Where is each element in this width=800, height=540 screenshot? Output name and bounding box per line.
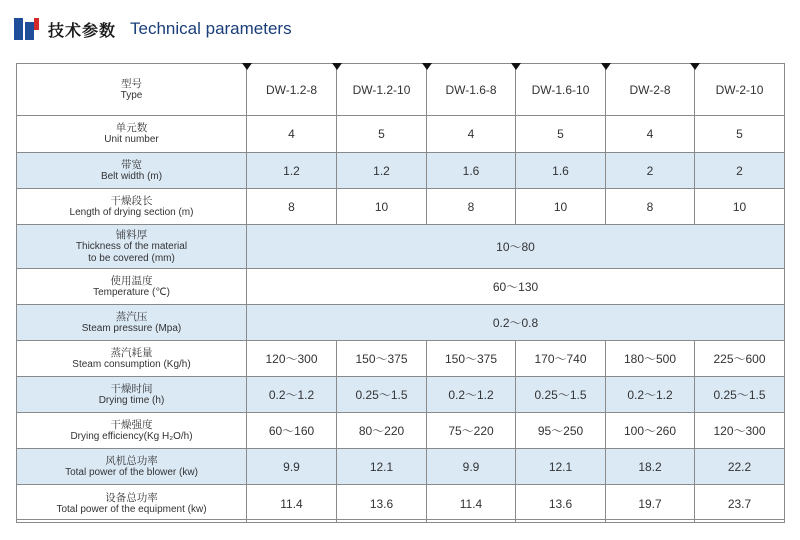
- row-label-cn: 蒸汽耗量: [110, 346, 153, 359]
- row-label-cn: 带宽: [121, 158, 142, 171]
- model-column-header: [516, 64, 606, 116]
- value-cell: 9.9: [247, 449, 337, 485]
- row-label-cn: 蒸汽压: [115, 310, 148, 323]
- model-name: DW-1.2-10: [352, 82, 411, 97]
- value-cell: 12.1: [337, 449, 427, 485]
- row-label-en: Steam pressure (Mpa): [81, 322, 182, 334]
- table-row: [17, 485, 785, 523]
- value-cell: 80～220: [337, 413, 427, 449]
- model-column-header: [606, 64, 695, 116]
- value-cell: 23.7: [695, 485, 785, 523]
- triangle-marker-icon: [242, 63, 252, 70]
- row-label-en: Steam consumption (Kg/h): [72, 358, 191, 370]
- value-cell: 95～250: [516, 413, 606, 449]
- value-cell: 75～220: [427, 413, 516, 449]
- row-label: [17, 413, 247, 449]
- value-cell: 1.6: [516, 153, 606, 189]
- spanning-value-cell: 0.2～0.8: [247, 305, 785, 341]
- row-label-cn: 风机总功率: [105, 454, 158, 467]
- table-row: [17, 449, 785, 485]
- value-cell: 18.2: [606, 449, 695, 485]
- value-cell: 2: [695, 153, 785, 189]
- row-label-en: Belt width (m): [100, 170, 163, 182]
- triangle-marker-icon: [422, 63, 432, 70]
- value-cell: 225～600: [695, 341, 785, 377]
- triangle-marker-icon: [690, 63, 700, 70]
- row-label-cn: 单元数: [115, 122, 148, 134]
- value-cell: 0.2～1.2: [606, 377, 695, 413]
- row-label-cn: 铺料厚: [115, 228, 148, 241]
- model-column-header: [427, 64, 516, 116]
- row-label: [17, 485, 247, 523]
- value-cell: 120～300: [695, 413, 785, 449]
- value-cell: 150～375: [427, 341, 516, 377]
- spanning-value-cell: 60～130: [247, 269, 785, 305]
- value-cell: 2: [606, 153, 695, 189]
- value-cell: 19.7: [606, 485, 695, 523]
- row-label-cn: 使用温度: [110, 274, 153, 287]
- triangle-marker-icon: [601, 63, 611, 70]
- value-cell: 0.2～1.2: [427, 377, 516, 413]
- row-label-en: Unit number: [104, 134, 159, 145]
- value-cell: 10: [695, 189, 785, 225]
- table-row: [17, 153, 785, 189]
- value-cell: 13.6: [337, 485, 427, 523]
- row-label: [17, 305, 247, 341]
- row-label: [17, 341, 247, 377]
- value-cell: 4: [247, 116, 337, 153]
- table-row: [17, 189, 785, 225]
- row-label: [17, 449, 247, 485]
- model-column-header: [337, 64, 427, 116]
- model-name: DW-1.2-8: [265, 82, 318, 97]
- table-bottom-rule: [16, 519, 784, 520]
- table-row: [17, 225, 785, 269]
- row-label-en: Drying efficiency(Kg H₂O/h): [70, 430, 193, 442]
- model-name: DW-1.6-8: [445, 82, 497, 97]
- table-row: [17, 269, 785, 305]
- row-label-cn: 干燥时间: [110, 382, 153, 395]
- row-label-en: Total power of the equipment (kw): [56, 503, 207, 515]
- row-label: [17, 377, 247, 413]
- model-name: DW-2-10: [715, 82, 764, 97]
- value-cell: 0.2～1.2: [247, 377, 337, 413]
- table-row: [17, 341, 785, 377]
- title-english: Technical parameters: [130, 19, 292, 38]
- value-cell: 100～260: [606, 413, 695, 449]
- row-label-cn: 型号: [121, 77, 142, 90]
- value-cell: 8: [427, 189, 516, 225]
- page-header: [14, 14, 292, 44]
- value-cell: 0.25～1.5: [516, 377, 606, 413]
- value-cell: 1.2: [247, 153, 337, 189]
- value-cell: 4: [427, 116, 516, 153]
- row-label-en: Drying time (h): [98, 394, 165, 406]
- row-label-en: Type: [120, 89, 143, 101]
- value-cell: 10: [516, 189, 606, 225]
- value-cell: 150～375: [337, 341, 427, 377]
- value-cell: 120～300: [247, 341, 337, 377]
- row-label-en-line2: to be covered (mm): [88, 252, 175, 264]
- value-cell: 13.6: [516, 485, 606, 523]
- value-cell: 0.25～1.5: [695, 377, 785, 413]
- row-label: [17, 116, 247, 153]
- model-name: DW-1.6-10: [531, 82, 590, 97]
- value-cell: 180～500: [606, 341, 695, 377]
- row-label-en: Length of drying section (m): [69, 206, 194, 218]
- row-label: [17, 64, 247, 116]
- value-cell: 11.4: [427, 485, 516, 523]
- value-cell: 9.9: [427, 449, 516, 485]
- value-cell: 8: [606, 189, 695, 225]
- table-row: [17, 377, 785, 413]
- value-cell: 5: [695, 116, 785, 153]
- row-label-cn: 干燥段长: [110, 194, 153, 207]
- row-label-en: Thickness of the material: [75, 240, 188, 252]
- value-cell: 5: [337, 116, 427, 153]
- triangle-marker-icon: [332, 63, 342, 70]
- row-label: [17, 225, 247, 269]
- table-row: [17, 305, 785, 341]
- model-name: DW-2-8: [629, 82, 671, 97]
- value-cell: 1.2: [337, 153, 427, 189]
- row-label-en: Temperature (℃): [93, 286, 170, 298]
- model-column-header: [695, 64, 785, 116]
- value-cell: 22.2: [695, 449, 785, 485]
- row-label: [17, 153, 247, 189]
- model-column-header: [247, 64, 337, 116]
- table-row: [17, 413, 785, 449]
- row-label: [17, 189, 247, 225]
- value-cell: 10: [337, 189, 427, 225]
- value-cell: 170～740: [516, 341, 606, 377]
- row-label-cn: 干燥强度: [110, 418, 153, 431]
- value-cell: 4: [606, 116, 695, 153]
- triangle-marker-icon: [511, 63, 521, 70]
- value-cell: 12.1: [516, 449, 606, 485]
- row-label: [17, 269, 247, 305]
- brand-logo-icon: [14, 18, 40, 40]
- table-header-row: [17, 64, 785, 116]
- row-label-cn: 设备总功率: [105, 491, 158, 504]
- spanning-value-cell: 10～80: [247, 225, 785, 269]
- technical-parameters-table: [16, 63, 785, 523]
- value-cell: 5: [516, 116, 606, 153]
- table-row: [17, 116, 785, 153]
- title-chinese: 技术参数: [48, 20, 117, 40]
- value-cell: 0.25～1.5: [337, 377, 427, 413]
- value-cell: 8: [247, 189, 337, 225]
- value-cell: 60～160: [247, 413, 337, 449]
- value-cell: 1.6: [427, 153, 516, 189]
- row-label-en: Total power of the blower (kw): [65, 466, 198, 478]
- value-cell: 11.4: [247, 485, 337, 523]
